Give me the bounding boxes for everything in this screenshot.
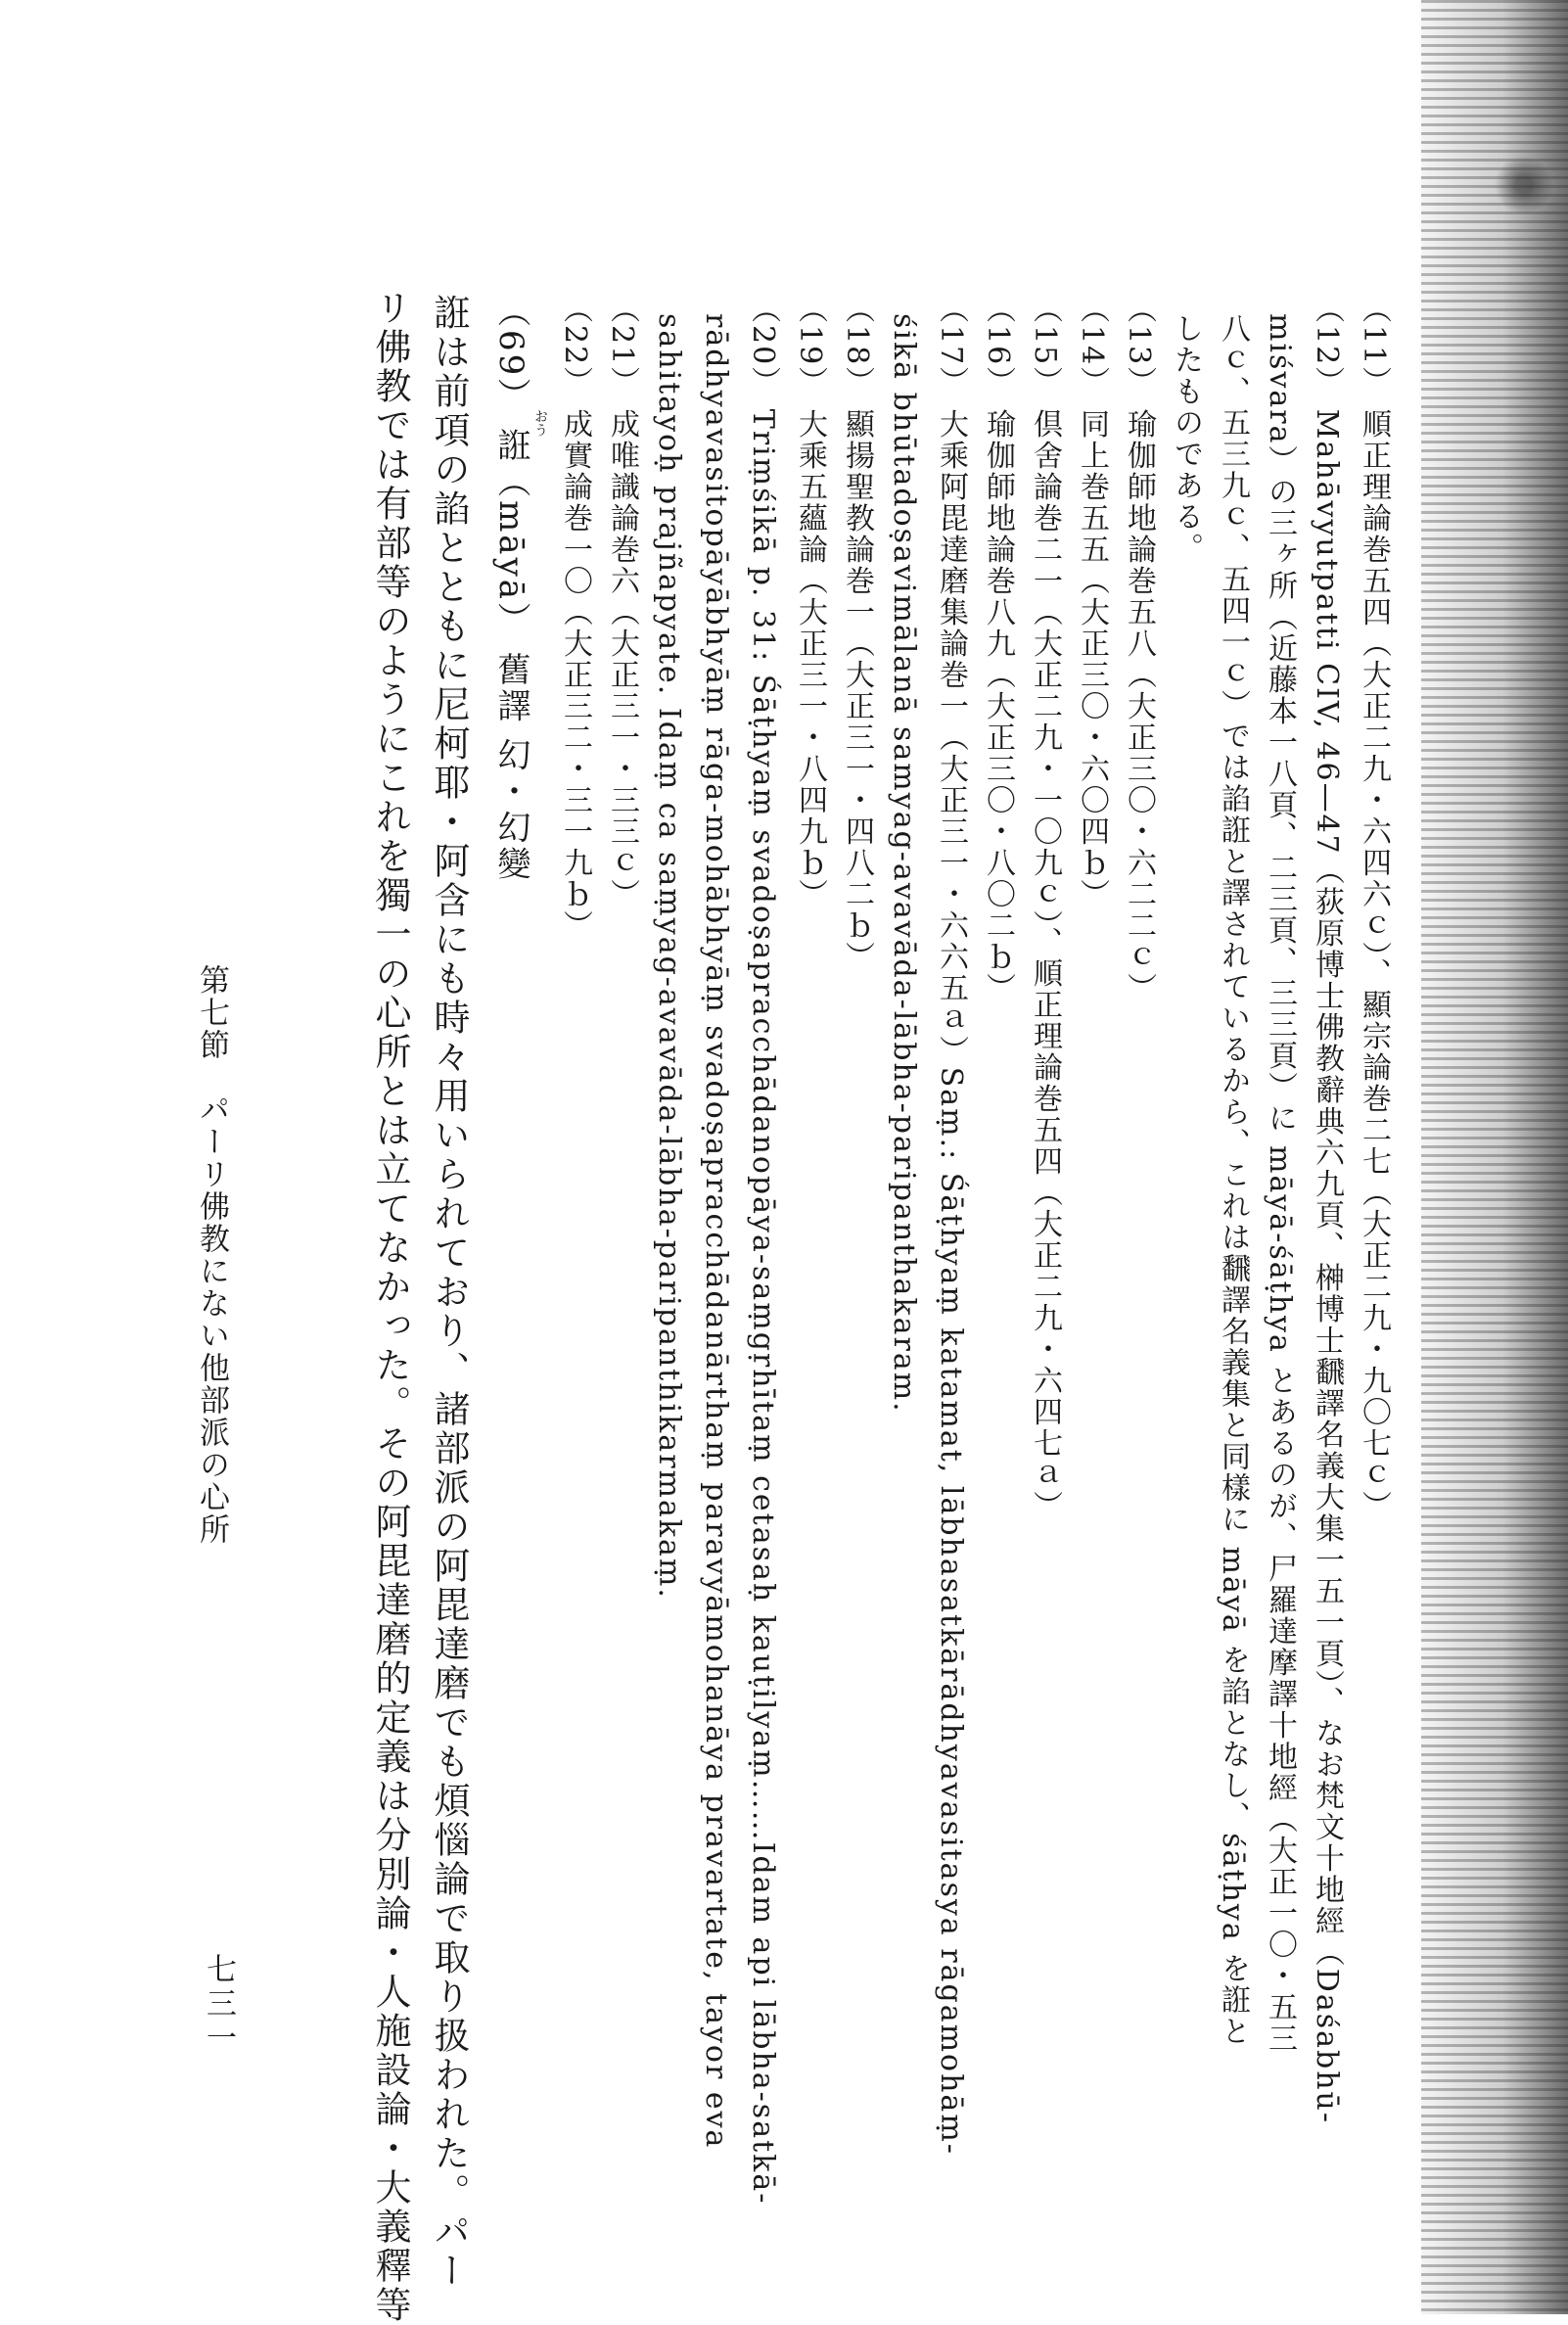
note-20-cont-2: sahitayoḥ prajñapyate. Idaṃ ca saṃyag-avavāda-lābha-paripanthikarmakaṃ. [652, 313, 686, 1600]
note-20-cont-1: rādhyavasitopāyābhyāṃ rāga-mohābhyāṃ svadoṣapracchādanārthaṃ paravyāmohanāya pravartate, tayor eva [699, 313, 733, 2150]
note-18: （18） 顯揚聖教論巻一（大正三一・四八二ｂ） [840, 294, 874, 973]
section-footer: 第七節 パーリ佛教にない他部派の心所 [194, 964, 229, 1546]
note-12-cont-2: 八ｃ、五三九ｃ、五四一ｃ）では諂誑と譯されているから、これは飜譯名義集と同樣に māyā を諂となし、śāṭhya を誑と [1216, 313, 1250, 2048]
note-12-cont-3: したものである。 [1169, 313, 1203, 564]
note-17: （17） 大乘阿毘達磨集論巻一（大正三一・六六五ａ）Saṃ.: Śāṭhyaṃ katamat, lābhasatkārādhyavasitasya rāgamohāṃ- [934, 294, 968, 2156]
body-paragraph-line-2: リ佛教では有部等のようにこれを獨一の心所とは立てなかった。その阿毘達磨的定義は分別論・人施設論・大義釋等 [369, 289, 411, 2325]
body-paragraph-line-1: 誑は前項の諂とともに尼柯耶・阿含にも時々用いられており、諸部派の阿毘達磨でも煩惱論で取り扱われた。パー [428, 294, 470, 2291]
note-21: （21） 成唯識論巻六（大正三一・三三ｃ） [605, 294, 639, 910]
note-14: （14） 同上巻五五（大正三〇・六〇四ｂ） [1075, 294, 1109, 910]
note-15: （15） 倶舍論巻二一（大正二九・一〇九ｃ）、順正理論巻五四（大正二九・六四七ａ） [1028, 294, 1062, 1522]
note-20: （20） Triṃśikā p. 31: Śāṭhyaṃ svadoṣapracchādanopāya-saṃgṛhītaṃ cetasaḥ kauṭilyaṃ……Idam api lābha-satkā- [746, 294, 780, 2206]
note-19: （19） 大乘五蘊論（大正三一・八四九ｂ） [793, 294, 827, 910]
note-16: （16） 瑜伽師地論巻八九（大正三〇・八〇二ｂ） [981, 294, 1015, 1004]
note-12: （12） Mahāvyutpatti CIV, 46—47（荻原博士佛教辭典六九頁、榊博士飜譯名義大集一五一頁）、なお梵文十地經（Daśabhū- [1310, 294, 1344, 2124]
note-22: （22） 成實論巻一〇（大正三二・三一九ｂ） [558, 294, 592, 942]
scan-edge-shadow [1421, 0, 1568, 2314]
note-11: （11） 順正理論巻五四（大正二九・六四六ｃ）、顯宗論巻二七（大正二九・九〇七ｃ） [1357, 294, 1391, 1522]
note-12-cont-1: miśvara）の三ヶ所（近藤本一八頁、二三頁、三三頁）に māyā-śāṭhya とあるのが、尸羅達摩譯十地經（大正一〇・五三 [1263, 313, 1297, 2055]
heading-ruby: おう [532, 409, 548, 437]
page-number: 七三一 [201, 1953, 236, 2056]
note-13: （13） 瑜伽師地論巻五八（大正三〇・六二二ｃ） [1122, 294, 1156, 1004]
section-heading-69: （69） 誑（māyā） 舊譯 幻・幻變 [491, 294, 530, 883]
note-17-cont: śikā bhūtadoṣavimālanā samyag-avavāda-lābha-paripanthakaram. [887, 313, 921, 1414]
